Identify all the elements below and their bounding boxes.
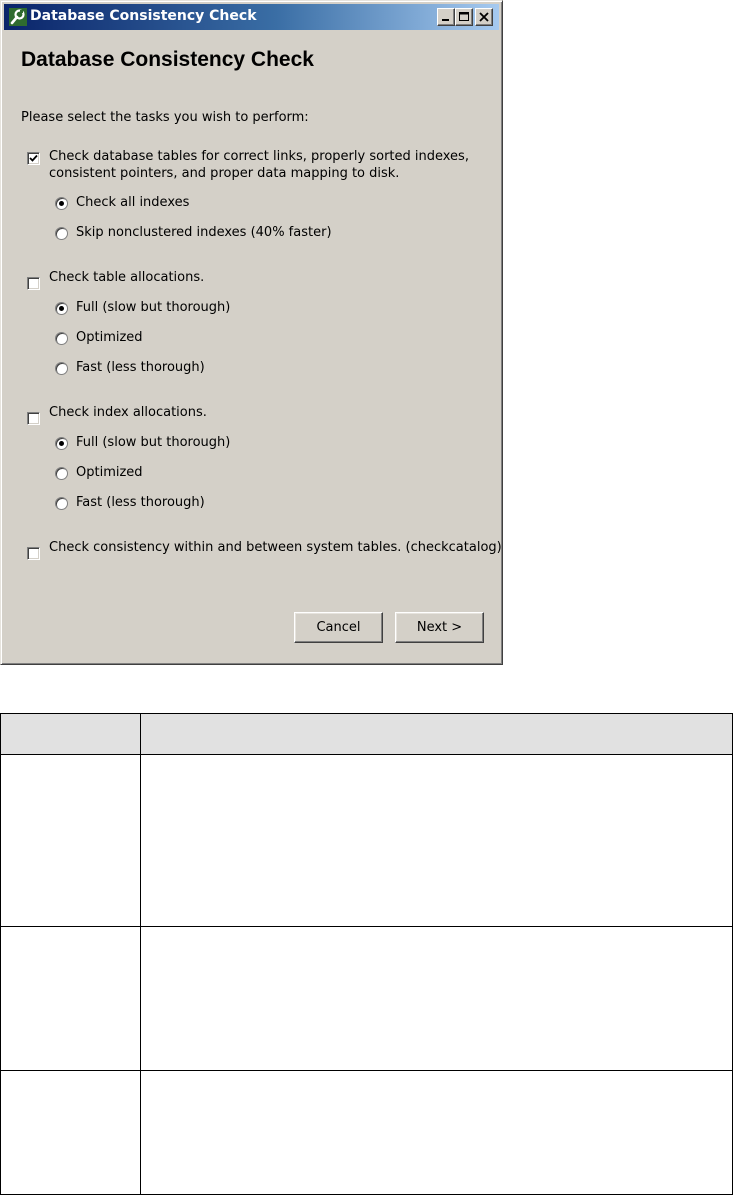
title-bar[interactable] — [4, 4, 499, 30]
task-label-line: Check database tables for correct links, properly sorted indexes, — [49, 149, 469, 164]
table-row — [1, 1071, 733, 1195]
document-table — [0, 713, 733, 1195]
radio-table-optimized[interactable] — [55, 332, 68, 345]
task-checkbox[interactable] — [27, 547, 40, 560]
minimize-icon — [441, 12, 451, 22]
radio-table-fast[interactable] — [55, 362, 68, 375]
radio-dot — [59, 201, 64, 206]
table-row — [1, 927, 733, 1071]
radio-index-optimized[interactable] — [55, 467, 68, 480]
table-cell — [1, 755, 141, 927]
task-label-line: Check index allocations. — [49, 405, 207, 420]
task-checkbox[interactable] — [27, 152, 40, 165]
table-cell — [141, 755, 733, 927]
document-table-area — [0, 713, 733, 1195]
table-header-cell — [1, 714, 141, 755]
table-cell — [1, 927, 141, 1071]
option-label: Full (slow but thorough) — [76, 435, 231, 450]
option-label: Optimized — [76, 330, 143, 345]
option-label: Check all indexes — [76, 195, 190, 210]
radio-index-fast[interactable] — [55, 497, 68, 510]
table-header-cell — [141, 714, 733, 755]
radio-dot — [59, 306, 64, 311]
table-row — [1, 755, 733, 927]
wrench-icon — [9, 8, 27, 26]
radio-index-full[interactable] — [55, 437, 68, 450]
cancel-button[interactable]: Cancel — [294, 612, 383, 643]
minimize-button[interactable] — [437, 8, 455, 26]
radio-skip-nonclustered[interactable] — [55, 227, 68, 240]
option-label: Skip nonclustered indexes (40% faster) — [76, 225, 332, 240]
window-title: Database Consistency Check — [30, 8, 257, 24]
next-button[interactable]: Next > — [395, 612, 484, 643]
task-checkbox[interactable] — [27, 412, 40, 425]
task-label-line: Check consistency within and between system tables. (checkcatalog) — [49, 540, 502, 555]
radio-dot — [59, 441, 64, 446]
checkmark-icon — [29, 154, 38, 163]
task-checkbox[interactable] — [27, 277, 40, 290]
table-cell — [141, 1071, 733, 1195]
maximize-button[interactable] — [455, 8, 473, 26]
table-cell — [1, 1071, 141, 1195]
task-label-line: Check table allocations. — [49, 270, 205, 285]
option-label: Full (slow but thorough) — [76, 300, 231, 315]
radio-check-all-indexes[interactable] — [55, 197, 68, 210]
table-cell — [141, 927, 733, 1071]
dialog-window — [0, 0, 503, 665]
option-label: Fast (less thorough) — [76, 495, 205, 510]
table-header-row — [1, 714, 733, 755]
dialog-heading: Database Consistency Check — [21, 48, 314, 71]
task-label-line: consistent pointers, and proper data mapping to disk. — [49, 166, 400, 181]
option-label: Fast (less thorough) — [76, 360, 205, 375]
close-button[interactable] — [475, 8, 493, 26]
option-label: Optimized — [76, 465, 143, 480]
dialog-content — [8, 34, 502, 660]
close-icon — [479, 12, 489, 22]
maximize-icon — [459, 12, 469, 22]
radio-table-full[interactable] — [55, 302, 68, 315]
instructions-text: Please select the tasks you wish to perform: — [21, 110, 309, 125]
